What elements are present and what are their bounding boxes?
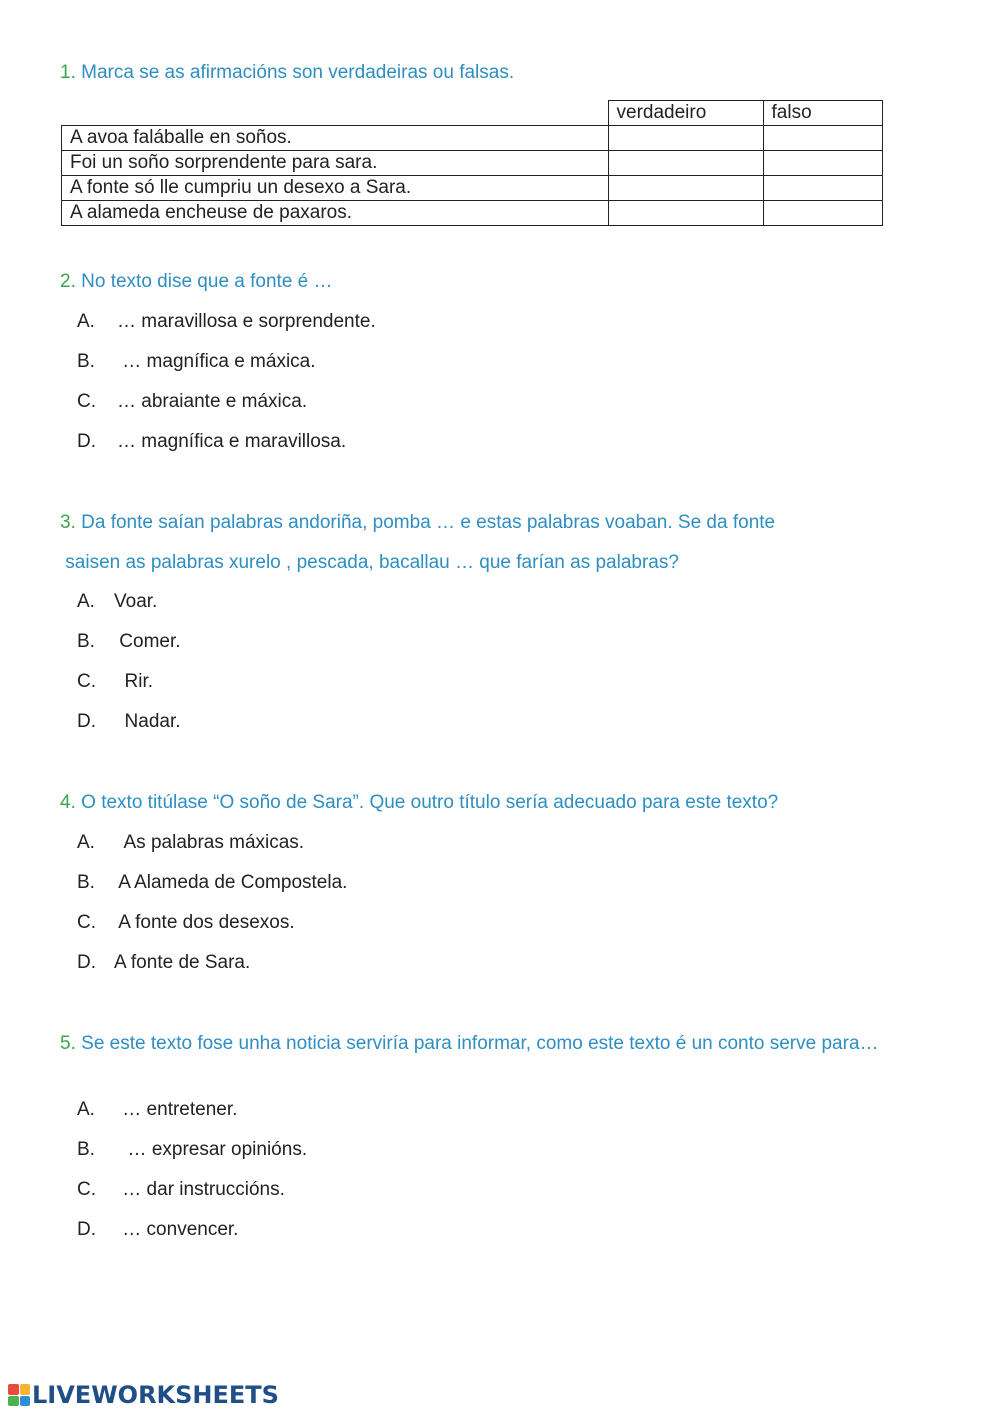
verdadeiro-answer-cell[interactable] <box>608 126 763 151</box>
statement-cell: Foi un soño sorprendente para sara. <box>62 151 609 176</box>
true-false-table <box>61 100 883 226</box>
question-1-title <box>60 59 950 86</box>
verdadeiro-answer-cell[interactable] <box>608 176 763 201</box>
verdadeiro-answer-cell[interactable] <box>608 151 763 176</box>
question-5-option-a[interactable]: A. … entretener. <box>77 1099 238 1120</box>
table-header-row <box>62 101 883 126</box>
question-4-option-b[interactable]: B. A Alameda de Compostela. <box>77 872 348 893</box>
question-5-number: 5. <box>60 1033 76 1054</box>
question-2-title <box>60 268 950 295</box>
falso-answer-cell[interactable] <box>763 126 882 151</box>
question-2-option-a[interactable]: A. … maravillosa e sorprendente. <box>77 311 376 332</box>
falso-answer-cell[interactable] <box>763 176 882 201</box>
question-3-number: 3. <box>60 512 76 533</box>
question-3-option-c[interactable]: C. Rir. <box>77 671 154 692</box>
liveworksheets-logo-icon <box>8 1384 30 1406</box>
statement-cell: A avoa faláballe en soños. <box>62 126 609 151</box>
question-2-text: No texto dise que a fonte é … <box>81 271 333 292</box>
question-2-option-b[interactable]: B. … magnífica e máxica. <box>77 351 316 372</box>
falso-answer-cell[interactable] <box>763 201 882 226</box>
question-5-title <box>60 1030 950 1057</box>
statement-cell: A fonte só lle cumpriu un desexo a Sara. <box>62 176 609 201</box>
question-4-option-c[interactable]: C. A fonte dos desexos. <box>77 912 295 933</box>
question-5-text: Se este texto fose unha noticia serviría para informar, como este texto é un conto serve para… <box>81 1033 879 1054</box>
question-4-text: O texto titúlase “O soño de Sara”. Que outro título sería adecuado para este texto? <box>81 792 779 813</box>
question-4-option-a[interactable]: A. As palabras máxicas. <box>77 832 305 853</box>
question-2-number: 2. <box>60 271 76 292</box>
falso-answer-cell[interactable] <box>763 151 882 176</box>
table-row <box>62 151 883 176</box>
question-3-text-line-2: saisen as palabras xurelo , pescada, bacallau … que farían as palabras? <box>60 552 679 573</box>
liveworksheets-logo <box>8 1381 279 1409</box>
question-5-option-b[interactable]: B. … expresar opinións. <box>77 1139 308 1160</box>
table-row <box>62 201 883 226</box>
question-5-option-c[interactable]: C. … dar instruccións. <box>77 1179 285 1200</box>
verdadeiro-answer-cell[interactable] <box>608 201 763 226</box>
question-3-title <box>60 509 950 536</box>
question-3-option-b[interactable]: B. Comer. <box>77 631 181 652</box>
table-header-blank <box>62 101 609 126</box>
question-3-option-d[interactable]: D. Nadar. <box>77 711 181 732</box>
question-4-title <box>60 789 950 816</box>
question-3-option-a[interactable]: A. Voar. <box>77 591 158 612</box>
statement-cell: A alameda encheuse de paxaros. <box>62 201 609 226</box>
question-3-text: Da fonte saían palabras andoriña, pomba … e estas palabras voaban. Se da fonte <box>81 512 776 533</box>
question-4-number: 4. <box>60 792 76 813</box>
table-row <box>62 176 883 201</box>
question-1-number: 1. <box>60 62 76 83</box>
question-2-option-d[interactable]: D. … magnífica e maravillosa. <box>77 431 347 452</box>
question-1-text: Marca se as afirmacións son verdadeiras ou falsas. <box>81 62 515 83</box>
table-header-falso: falso <box>763 101 882 126</box>
liveworksheets-logo-text: LIVEWORKSHEETS <box>32 1381 279 1409</box>
table-header-verdadeiro: verdadeiro <box>608 101 763 126</box>
table-row <box>62 126 883 151</box>
question-4-option-d[interactable]: D. A fonte de Sara. <box>77 952 251 973</box>
question-2-option-c[interactable]: C. … abraiante e máxica. <box>77 391 308 412</box>
question-5-option-d[interactable]: D. … convencer. <box>77 1219 239 1240</box>
